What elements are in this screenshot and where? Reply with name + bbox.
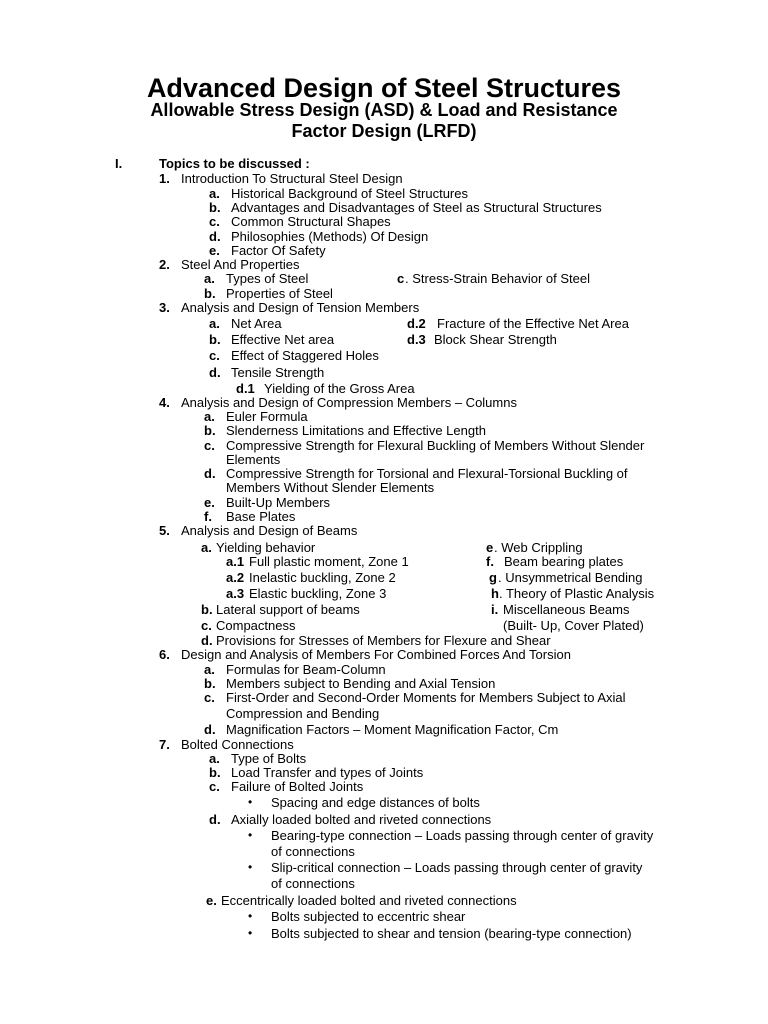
section-numeral: I. — [115, 156, 123, 171]
item-marker: f. — [486, 554, 494, 569]
document-subtitle-line-1: Allowable Stress Design (ASD) & Load and Resistance — [150, 100, 618, 120]
topic-title: Analysis and Design of Beams — [181, 523, 358, 538]
item-text: Beam bearing plates — [504, 554, 624, 569]
item-text: Inelastic buckling, Zone 2 — [249, 570, 396, 585]
item-text: Yielding behavior — [216, 540, 316, 555]
item-text-continuation: Members Without Slender Elements — [226, 480, 435, 495]
item-marker: a. — [209, 186, 220, 201]
document-subtitle-line-2: Factor Design (LRFD) — [291, 121, 477, 141]
item-marker: a. — [209, 316, 220, 331]
bullet-text-continuation: of connections — [271, 844, 355, 859]
item-marker: a. — [201, 540, 212, 555]
item-marker: d.2 — [407, 316, 426, 331]
item-marker: d. — [209, 365, 221, 380]
item-text: Types of Steel — [226, 271, 309, 286]
item-text: Effective Net area — [231, 332, 335, 347]
item-marker: e. — [206, 893, 217, 908]
topic-number: 5. — [159, 523, 170, 538]
topic-title: Design and Analysis of Members For Combined Forces And Torsion — [181, 647, 571, 662]
item-marker: b. — [201, 602, 213, 617]
item-text: Elastic buckling, Zone 3 — [249, 586, 387, 601]
topic-title: Bolted Connections — [181, 737, 294, 752]
bullet-text: Slip-critical connection – Loads passing through center of gravity — [271, 860, 643, 875]
item-marker: b. — [209, 332, 221, 347]
item-marker: e. — [209, 243, 220, 258]
item-marker: b. — [204, 676, 216, 691]
item-text: Formulas for Beam-Column — [226, 662, 386, 677]
item-text-continuation: Compression and Bending — [226, 706, 380, 721]
item-marker: b. — [204, 286, 216, 301]
item-text: Advantages and Disadvantages of Steel as Structural Structures — [231, 200, 602, 215]
item-text: Compressive Strength for Flexural Buckling of Members Without Slender — [226, 438, 645, 453]
item-marker: b. — [209, 765, 221, 780]
item-marker: a.3 — [226, 586, 245, 601]
item-marker: d. — [209, 812, 221, 827]
bullet-icon: • — [248, 795, 253, 809]
item-marker: d. — [204, 466, 216, 481]
topic-title: Analysis and Design of Tension Members — [181, 300, 420, 315]
item-marker: c. — [209, 779, 220, 794]
item-text: Historical Background of Steel Structures — [231, 186, 468, 201]
item-marker: c. — [204, 438, 215, 453]
item-marker: d. — [201, 633, 213, 648]
item-marker: c. — [209, 348, 220, 363]
topic-number: 7. — [159, 737, 170, 752]
item-text: Block Shear Strength — [434, 332, 557, 347]
item-text: Factor Of Safety — [231, 243, 326, 258]
topic-title: Analysis and Design of Compression Members – Columns — [181, 395, 517, 410]
item-text: Lateral support of beams — [216, 602, 360, 617]
item-text: Compressive Strength for Torsional and Flexural-Torsional Buckling of — [226, 466, 628, 481]
item-text: Built-Up Members — [226, 495, 331, 510]
item-marker: f. — [204, 509, 212, 524]
item-marker: b. — [209, 200, 221, 215]
item-marker: d.1 — [236, 381, 255, 396]
item-text: Load Transfer and types of Joints — [231, 765, 424, 780]
item-marker: e. — [204, 495, 215, 510]
item-text: . Web Crippling — [494, 540, 583, 555]
bullet-text: Bolts subjected to shear and tension (bearing-type connection) — [271, 926, 632, 941]
item-marker: a.1 — [226, 554, 245, 569]
item-marker: d. — [204, 722, 216, 737]
item-text: Properties of Steel — [226, 286, 333, 301]
item-text: Axially loaded bolted and riveted connections — [231, 812, 492, 827]
topic-number: 6. — [159, 647, 170, 662]
bullet-icon: • — [248, 909, 253, 923]
item-text: Type of Bolts — [231, 751, 307, 766]
item-marker: a.2 — [226, 570, 245, 585]
item-marker: b. — [204, 423, 216, 438]
item-text: Members subject to Bending and Axial Tension — [226, 676, 496, 691]
item-marker: h — [491, 586, 499, 601]
bullet-icon: • — [248, 860, 253, 874]
topic-title: Introduction To Structural Steel Design — [181, 171, 403, 186]
item-text: Base Plates — [226, 509, 296, 524]
item-text: Provisions for Stresses of Members for Flexure and Shear — [216, 633, 551, 648]
item-marker: a. — [209, 751, 220, 766]
section-heading: Topics to be discussed : — [159, 156, 310, 171]
item-text: Full plastic moment, Zone 1 — [249, 554, 409, 569]
item-marker: i. — [491, 602, 499, 617]
item-marker: c. — [209, 214, 220, 229]
item-marker: a. — [204, 271, 215, 286]
topic-number: 1. — [159, 171, 170, 186]
item-text: Compactness — [216, 618, 296, 633]
item-marker: e — [486, 540, 494, 555]
item-text: Common Structural Shapes — [231, 214, 391, 229]
item-text: Magnification Factors – Moment Magnification Factor, Cm — [226, 722, 559, 737]
item-marker: c — [397, 271, 405, 286]
topic-number: 3. — [159, 300, 170, 315]
item-text: . Unsymmetrical Bending — [498, 570, 643, 585]
item-marker: g — [489, 570, 497, 585]
topic-title: Steel And Properties — [181, 257, 300, 272]
bullet-text: Spacing and edge distances of bolts — [271, 795, 480, 810]
item-text-continuation: (Built- Up, Cover Plated) — [503, 618, 644, 633]
topic-number: 2. — [159, 257, 170, 272]
item-text: Philosophies (Methods) Of Design — [231, 229, 429, 244]
item-marker: c. — [204, 690, 215, 705]
item-marker: d. — [209, 229, 221, 244]
item-text: Eccentrically loaded bolted and riveted connections — [221, 893, 517, 908]
item-marker: d.3 — [407, 332, 426, 347]
bullet-text: Bearing-type connection – Loads passing through center of gravity — [271, 828, 654, 843]
item-text: Fracture of the Effective Net Area — [437, 316, 629, 331]
bullet-icon: • — [248, 926, 253, 940]
item-text: . Theory of Plastic Analysis — [499, 586, 655, 601]
bullet-text-continuation: of connections — [271, 876, 355, 891]
item-text: Miscellaneous Beams — [503, 602, 630, 617]
item-text: Slenderness Limitations and Effective Length — [226, 423, 486, 438]
document-title: Advanced Design of Steel Structures — [146, 73, 622, 103]
item-text: Effect of Staggered Holes — [231, 348, 379, 363]
item-marker: c. — [201, 618, 212, 633]
item-text: Net Area — [231, 316, 282, 331]
bullet-text: Bolts subjected to eccentric shear — [271, 909, 466, 924]
item-text: First-Order and Second-Order Moments for Members Subject to Axial — [226, 690, 626, 705]
item-text: Tensile Strength — [231, 365, 325, 380]
item-text: Failure of Bolted Joints — [231, 779, 364, 794]
item-text-continuation: Elements — [226, 452, 281, 467]
item-text: . Stress-Strain Behavior of Steel — [405, 271, 590, 286]
item-marker: a. — [204, 409, 215, 424]
item-marker: a. — [204, 662, 215, 677]
item-text: Euler Formula — [226, 409, 308, 424]
topic-number: 4. — [159, 395, 170, 410]
bullet-icon: • — [248, 828, 253, 842]
item-text: Yielding of the Gross Area — [264, 381, 415, 396]
